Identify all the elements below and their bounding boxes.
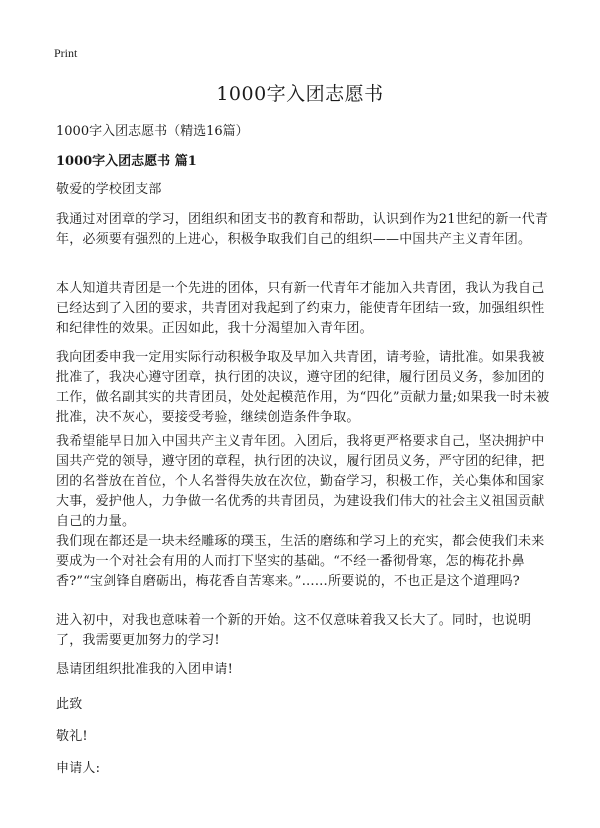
paragraph: 我们现在都还是一块未经雕琢的璞玉，生活的磨练和学习上的充实，都会使我们未来要成为一个对社会有用的人而打下坚实的基础。“不经一番彻骨寒，怎的梅花扑鼻香?”“宝剑锋自磨砺出，梅花香自苦寒来。”……所要说的，不也正是这个道理吗? (56, 534, 545, 589)
paragraph: 本人知道共青团是一个先进的团体，只有新一代青年才能加入共青团，我认为我自己已经达到了入团的要求，共青团对我起到了约束力，能使青年团结一致，加强组织性和纪律性的效果。正因如此，我十分渴望加入青年团。 (56, 281, 545, 336)
print-label: Print (54, 46, 78, 60)
closing-salutation: 此致 (56, 697, 83, 712)
greeting: 敬爱的学校团支部 (56, 182, 162, 197)
document-title: 1000字入团志愿书 (216, 83, 384, 105)
applicant-label: 申请人: (56, 761, 101, 776)
paragraph: 我向团委申我一定用实际行动积极争取及早加入共青团，请考验，请批准。如果我被批准了，我决心遵守团章，执行团的决议，遵守团的纪律，履行团员义务，参加团的工作，做名副其实的共青团员，处处起模范作用，为“四化”贡献力量;如果我一时未被批准，决不灰心，要接受考验，继续创造条件争取。 (56, 350, 550, 425)
section-title: 1000字入团志愿书 篇1 (56, 154, 197, 169)
closing-regards: 敬礼! (56, 729, 88, 744)
paragraph: 我希望能早日加入中国共产主义青年团。入团后，我将更严格要求自己，坚决拥护中国共产党的领导，遵守团的章程，执行团的决议，履行团员义务，严守团的纪律，把团的名誉放在首位，个人名誉得失放在次位，勤奋学习，积极工作，关心集体和国家大事，爱护他人，力争做一名优秀的共青团员，为建设我们伟大的社会主义祖国贡献自己的力量。 (56, 434, 545, 529)
paragraph: 我通过对团章的学习，团组织和团支书的教育和帮助，认识到作为21世纪的新一代青年，必须要有强烈的上进心，积极争取我们自己的组织——中国共产主义青年团。 (56, 212, 549, 247)
paragraph: 恳请团组织批准我的入团申请! (56, 662, 234, 677)
document-subtitle: 1000字入团志愿书（精选16篇） (56, 124, 249, 139)
paragraph: 进入初中，对我也意味着一个新的开始。这不仅意味着我又长大了。同时，也说明了，我需要更加努力的学习! (56, 613, 532, 648)
